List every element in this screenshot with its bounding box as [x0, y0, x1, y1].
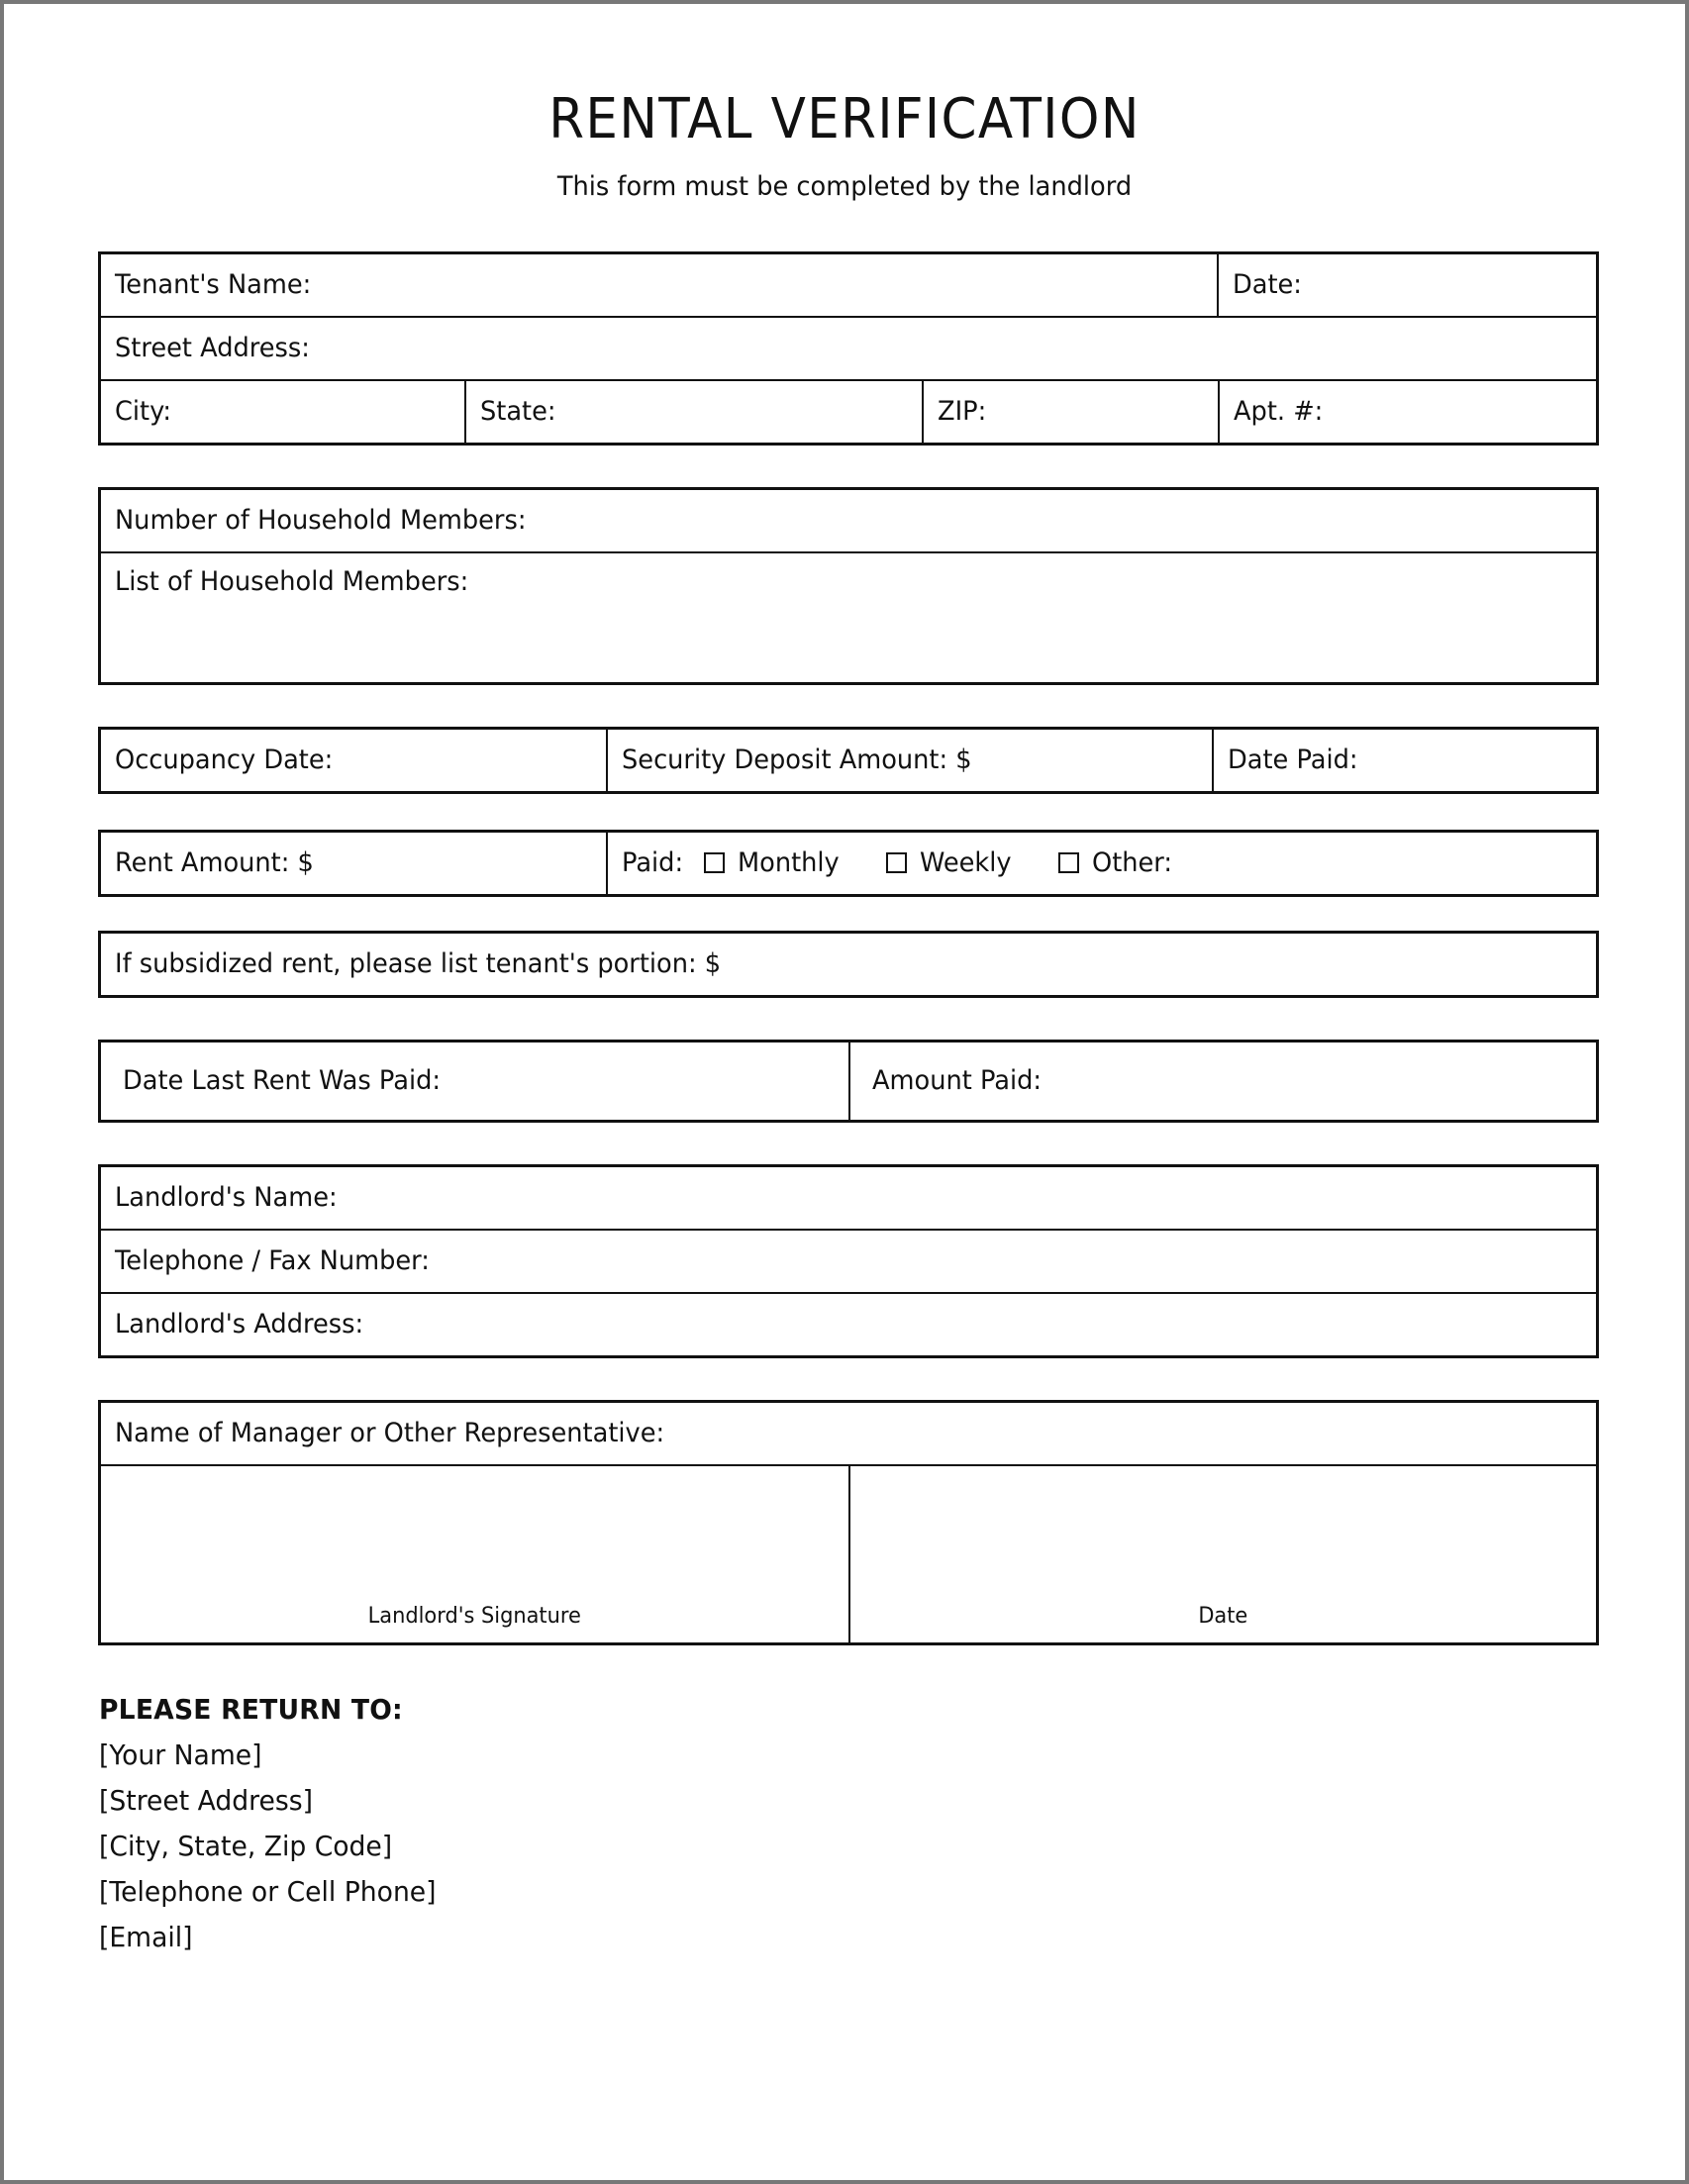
landlord-telephone-field[interactable] — [101, 1231, 1596, 1292]
occupancy-date-label: Occupancy Date: — [115, 745, 334, 776]
checkbox-other[interactable] — [1058, 847, 1176, 878]
rent-amount-row — [101, 833, 1596, 894]
spacer — [98, 998, 1591, 1040]
checkbox-icon[interactable] — [1058, 852, 1079, 873]
household-list-field[interactable] — [101, 553, 1596, 682]
subsidized-rent-label: If subsidized rent, please list tenant's portion: $ — [115, 948, 722, 980]
rent-amount-field[interactable] — [101, 833, 608, 894]
signature-row — [101, 1466, 1596, 1642]
subsidized-rent-row — [101, 934, 1596, 995]
apartment-number-label: Apt. #: — [1233, 396, 1323, 428]
signature-date-caption: Date — [1198, 1603, 1248, 1629]
landlord-name-field[interactable] — [101, 1167, 1596, 1229]
subsidized-rent-field[interactable] — [101, 934, 1596, 995]
landlord-address-row — [101, 1294, 1596, 1355]
street-address-field[interactable] — [101, 318, 1596, 379]
rent-amount-label: Rent Amount: $ — [115, 847, 314, 879]
last-rent-paid-row — [101, 1042, 1596, 1120]
spacer — [98, 685, 1591, 727]
payment-frequency-field — [608, 833, 1596, 894]
checkbox-icon[interactable] — [886, 852, 907, 873]
spacer — [98, 202, 1591, 251]
zip-field[interactable] — [924, 381, 1220, 443]
checkbox-weekly-label: Weekly — [920, 847, 1013, 879]
security-deposit-field[interactable] — [608, 730, 1214, 791]
deposit-date-paid-label: Date Paid: — [1227, 745, 1358, 776]
landlord-signature-caption: Landlord's Signature — [367, 1603, 582, 1629]
checkbox-monthly[interactable] — [704, 847, 844, 878]
security-deposit-label: Security Deposit Amount: $ — [621, 745, 972, 776]
tenant-date-field[interactable] — [1219, 254, 1596, 316]
occupancy-row — [101, 730, 1596, 791]
page-subtitle: This form must be completed by the landlord — [556, 170, 1133, 202]
return-to-name: [Your Name] — [99, 1737, 262, 1771]
landlord-info-block — [98, 1164, 1599, 1358]
return-to-email: [Email] — [99, 1920, 193, 1953]
landlord-name-label: Landlord's Name: — [115, 1182, 338, 1214]
state-field[interactable] — [466, 381, 924, 443]
amount-paid-field[interactable] — [850, 1042, 1596, 1120]
return-to-heading: PLEASE RETURN TO: — [99, 1692, 403, 1726]
payment-frequency-group — [622, 847, 1176, 878]
deposit-date-paid-field[interactable] — [1214, 730, 1596, 791]
state-label: State: — [479, 396, 556, 428]
city-label: City: — [115, 396, 172, 428]
date-last-rent-paid-field[interactable] — [101, 1042, 850, 1120]
landlord-address-label: Landlord's Address: — [115, 1309, 364, 1340]
household-count-row — [101, 490, 1596, 553]
household-count-label: Number of Household Members: — [115, 505, 527, 537]
landlord-telephone-label: Telephone / Fax Number: — [115, 1245, 430, 1277]
household-list-row — [101, 553, 1596, 682]
tenant-info-block — [98, 251, 1599, 446]
landlord-address-field[interactable] — [101, 1294, 1596, 1355]
form-content — [4, 4, 1685, 2180]
household-count-field[interactable] — [101, 490, 1596, 551]
amount-paid-label: Amount Paid: — [872, 1065, 1043, 1097]
tenant-name-row — [101, 254, 1596, 318]
page-title: RENTAL VERIFICATION — [548, 87, 1141, 151]
checkbox-monthly-label: Monthly — [738, 847, 841, 879]
zip-label: ZIP: — [937, 396, 986, 428]
manager-name-row — [101, 1403, 1596, 1466]
return-to-street: [Street Address] — [99, 1783, 313, 1817]
landlord-telephone-row — [101, 1231, 1596, 1294]
landlord-signature-field[interactable] — [101, 1466, 850, 1642]
rent-amount-block — [98, 830, 1599, 897]
last-rent-paid-block — [98, 1040, 1599, 1123]
street-address-label: Street Address: — [115, 333, 310, 364]
city-state-zip-row — [101, 381, 1596, 443]
household-members-block — [98, 487, 1599, 685]
spacer — [98, 1358, 1591, 1400]
date-last-rent-paid-label: Date Last Rent Was Paid: — [123, 1065, 442, 1097]
signature-block — [98, 1400, 1599, 1645]
tenant-name-field[interactable] — [101, 254, 1219, 316]
occupancy-deposit-block — [98, 727, 1599, 794]
street-address-row — [101, 318, 1596, 381]
spacer — [98, 897, 1591, 931]
paid-label: Paid: — [622, 847, 684, 879]
manager-name-field[interactable] — [101, 1403, 1596, 1464]
signature-date-field[interactable] — [850, 1466, 1596, 1642]
spacer — [98, 1123, 1591, 1164]
return-to-section — [98, 1645, 1591, 1953]
tenant-date-label: Date: — [1233, 269, 1303, 301]
checkbox-weekly[interactable] — [886, 847, 1016, 878]
tenant-name-label: Tenant's Name: — [115, 269, 312, 301]
landlord-name-row — [101, 1167, 1596, 1231]
return-to-phone: [Telephone or Cell Phone] — [99, 1874, 437, 1908]
return-to-city-state-zip: [City, State, Zip Code] — [99, 1829, 393, 1862]
occupancy-date-field[interactable] — [101, 730, 608, 791]
manager-name-label: Name of Manager or Other Representative: — [115, 1418, 665, 1449]
checkbox-other-label: Other: — [1091, 847, 1172, 879]
spacer — [98, 794, 1591, 830]
spacer — [98, 446, 1591, 487]
city-field[interactable] — [101, 381, 466, 443]
household-list-label: List of Household Members: — [115, 565, 469, 597]
checkbox-icon[interactable] — [704, 852, 725, 873]
subsidized-rent-block — [98, 931, 1599, 998]
apartment-number-field[interactable] — [1220, 381, 1596, 443]
